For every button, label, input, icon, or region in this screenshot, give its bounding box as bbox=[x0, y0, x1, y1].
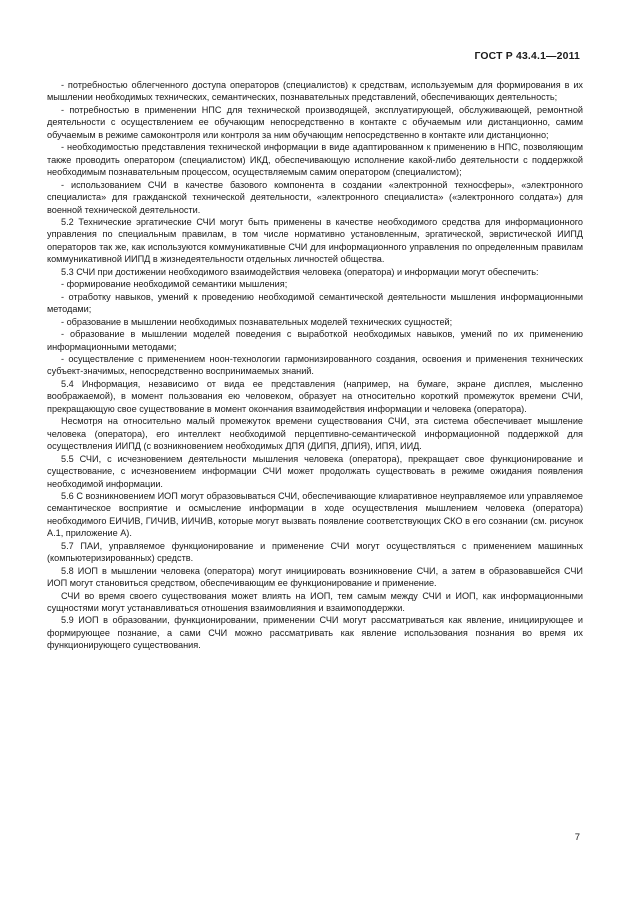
paragraph: 5.9 ИОП в образовании, функционировании, применении СЧИ могут рассматриваться как явление, инициирующее и формирующее познание, а сами СЧИ можно рассматривать как явление использования познания во время их функционирующего существования. bbox=[47, 615, 583, 651]
paragraph: - необходимостью представления технической информации в виде адаптированном к применению в НПС, позволяющим также проводить оператором (специалистом) ИКД, обеспечивающую исполнение какой-либо деятельности с поддержкой необходимым познавательным процессом, осуществляемым самим оператором (специалистом); bbox=[47, 142, 583, 178]
paragraph: СЧИ во время своего существования может влиять на ИОП, тем самым между СЧИ и ИОП, как информационными сущностями могут устанавливаться отношения взаимовлияния и взаимоподдержки. bbox=[47, 590, 583, 614]
paragraph: - формирование необходимой семантики мышления; bbox=[61, 279, 288, 290]
paragraph: - образование в мышлении необходимых познавательных моделей технических сущностей; bbox=[61, 316, 453, 327]
paragraph: - образование в мышлении моделей поведения с выработкой необходимых навыков, умений по их применению информационными методами; bbox=[47, 329, 583, 352]
paragraph: - использованием СЧИ в качестве базового компонента в создании «электронной техносферы», «электронного специалиста» для гражданской технической деятельности, «электронного специалиста» («электронного солдата») для военной технической деятельности. bbox=[47, 179, 583, 215]
paragraph: Несмотря на относительно малый промежуток времени существования СЧИ, эта система обеспечивает мышление человека (оператора), его интеллект необходимой перцептивно-семантической информационной поддержкой для осуществления ИИПД (с возникновением необходимых ДПЯ (ДИПЯ, ДПИЯ), ИПЯ, ИИД. bbox=[47, 416, 583, 452]
page-number: 7 bbox=[574, 832, 580, 843]
paragraph: 5.5 СЧИ, с исчезновением деятельности мышления человека (оператора), прекращает свое функционирование и существование, с исчезновением информации СЧИ может продолжать существовать в режиме ожидания появления необходимой информации. bbox=[47, 453, 583, 489]
paragraph: 5.7 ПАИ, управляемое функционирование и применение СЧИ могут осуществляться с применением машинных (компьютеризированных) средств. bbox=[47, 540, 583, 564]
paragraph: - потребностью в применении НПС для технической производящей, эксплуатирующей, обслуживающей, ремонтной деятельности с осуществлением ее обучающим непосредственно в контакте с обучаемым или дистанционно, самим обучаемым в режиме самоконтроля или контроля за ним обучающим непосредственно в контакте или дистанционно; bbox=[47, 104, 583, 140]
document-body bbox=[47, 79, 583, 652]
paragraph: 5.8 ИОП в мышлении человека (оператора) могут инициировать возникновение СЧИ, а затем в образовавшейся СЧИ ИОП могут становиться средством, обеспечивающим ее функционирование и применение. bbox=[47, 565, 583, 589]
paragraph: 5.3 СЧИ при достижении необходимого взаимодействия человека (оператора) и информации могут обеспечить: bbox=[61, 266, 539, 277]
paragraph: 5.4 Информация, независимо от вида ее представления (например, на бумаге, экране дисплея, мысленно воображаемой), в момент пользования ею человеком, образует на относительно короткий промежуток времени СЧИ, прекращающую свое существование в момент окончания взаимодействия информации и человека (оператора). bbox=[47, 378, 583, 414]
paragraph: 5.6 С возникновением ИОП могут образовываться СЧИ, обеспечивающие клиаративное неуправляемое или управляемое семантическое восприятие и осмысление информации в ходе осуществления мышлением человека (оператора) необходимого ЕИЧИВ, ГИЧИВ, ИИЧИВ, которые могут вызвать появление соответствующих СКО в его сознании (см. рисунок А.1, приложение А). bbox=[47, 490, 583, 539]
paragraph: - осуществление с применением ноон-технологии гармонизированного создания, освоения и применения технических субъект-значимых, непосредственно воспринимаемых знаний. bbox=[47, 353, 583, 377]
document-code-header: ГОСТ Р 43.4.1—2011 bbox=[474, 51, 580, 62]
paragraph: - отработку навыков, умений к проведению необходимой семантической деятельности мышления информационными методами; bbox=[47, 291, 583, 315]
paragraph: - потребностью облегченного доступа операторов (специалистов) к средствам, используемым для формирования в их мышлении необходимых технических, семантических, познавательных представлений, обеспечивающих деятельность; bbox=[47, 80, 583, 103]
paragraph: 5.2 Технические эргатические СЧИ могут быть применены в качестве необходимого средства для информационного управления по специальным правилам, в том числе нормативно установленным, эргатической, эвристической ИИПД операторов так же, как используются коммуникативные СЧИ для информационного управления по определенным правилам коммуникативной ИИПД в жизнедеятельности отдельных личностей общества. bbox=[47, 216, 583, 265]
